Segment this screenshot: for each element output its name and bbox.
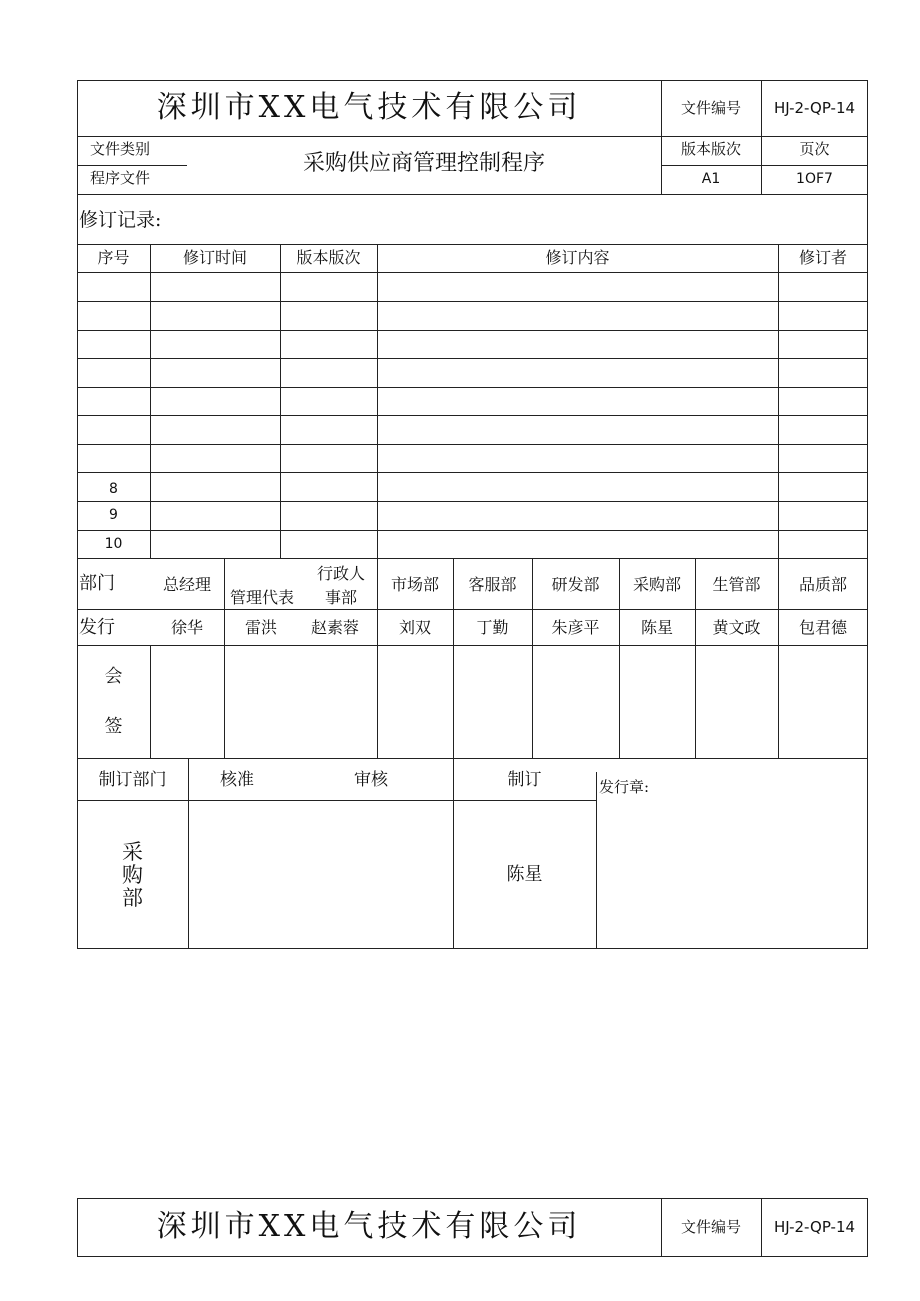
approval-col-line xyxy=(188,758,189,949)
table-col-line xyxy=(280,244,281,558)
approve-label: 核准 xyxy=(220,770,254,790)
doc-no-label: 文件编号 xyxy=(680,99,741,117)
version-value: A1 xyxy=(701,171,721,187)
review-label: 审核 xyxy=(354,770,388,790)
countersign-label-2: 签 xyxy=(104,716,123,737)
footer-doc-no: HJ-2-QP-14 xyxy=(773,1218,856,1236)
drafting-dept-label: 制订部门 xyxy=(98,770,167,790)
dept-service: 客服部 xyxy=(468,575,517,594)
person-mgmt-rep: 雷洪 xyxy=(245,618,278,637)
dist-col-line xyxy=(150,645,151,758)
dept-rnd: 研发部 xyxy=(551,575,600,594)
dept-mgmt-rep: 管理代表 xyxy=(230,588,295,607)
doc-title: 采购供应商管理控制程序 xyxy=(302,151,545,176)
header-divider xyxy=(77,136,868,137)
dept-admin-hr-1: 行政人 xyxy=(317,564,366,583)
dept-market: 市场部 xyxy=(390,575,439,594)
table-line xyxy=(77,472,868,473)
page-label: 页次 xyxy=(799,140,830,158)
seal-label: 发行章: xyxy=(599,778,650,796)
dist-line xyxy=(77,645,868,646)
company-name: 深圳市XX电气技术有限公司 xyxy=(156,90,582,125)
table-line xyxy=(77,244,868,245)
footer-company-name: 深圳市XX电气技术有限公司 xyxy=(156,1209,582,1244)
drafting-dept-char: 部 xyxy=(122,886,143,910)
table-line xyxy=(77,387,868,388)
col-header-version: 版本版次 xyxy=(296,248,361,267)
dept-production: 生管部 xyxy=(712,575,761,594)
table-line xyxy=(77,444,868,445)
person-rnd: 朱彦平 xyxy=(551,618,600,637)
drafting-dept-char: 购 xyxy=(122,863,143,887)
person-admin-hr: 赵素蓉 xyxy=(311,618,360,637)
dist-line xyxy=(77,609,868,610)
dept-gm: 总经理 xyxy=(162,575,211,594)
row-seq: 8 xyxy=(109,481,118,497)
category-underline xyxy=(77,165,187,166)
drafting-dept-char: 采 xyxy=(122,840,143,864)
draft-label: 制订 xyxy=(507,770,542,790)
person-purchase: 陈星 xyxy=(640,618,673,637)
approval-col-line xyxy=(596,772,597,949)
person-production: 黄文政 xyxy=(712,618,761,637)
revision-title: 修订记录: xyxy=(79,209,162,231)
row-seq: 10 xyxy=(104,536,123,552)
dept-admin-hr-2: 事部 xyxy=(325,588,358,607)
footer-doc-no-label: 文件编号 xyxy=(680,1218,741,1236)
col-header-date: 修订时间 xyxy=(182,248,247,267)
page-value: 1OF7 xyxy=(796,171,833,187)
dept-quality: 品质部 xyxy=(798,575,847,594)
doc-category-label: 文件类别 xyxy=(90,140,151,158)
body-frame xyxy=(77,194,868,949)
table-col-line xyxy=(778,244,779,558)
doc-category: 程序文件 xyxy=(90,169,151,187)
col-header-reviser: 修订者 xyxy=(798,248,847,267)
person-market: 刘双 xyxy=(398,618,431,637)
table-line xyxy=(77,358,868,359)
issue-label: 发行 xyxy=(79,617,115,638)
table-line xyxy=(77,501,868,502)
person-gm: 徐华 xyxy=(170,618,203,637)
col-header-seq: 序号 xyxy=(97,248,130,267)
table-col-line xyxy=(377,244,378,558)
person-quality: 包君德 xyxy=(798,618,847,637)
table-line xyxy=(77,301,868,302)
dept-label: 部门 xyxy=(79,573,115,594)
table-line xyxy=(77,272,868,273)
dist-line xyxy=(77,758,868,759)
table-col-line xyxy=(150,244,151,558)
row-seq: 9 xyxy=(109,507,118,523)
countersign-label-1: 会 xyxy=(104,666,123,687)
approval-line xyxy=(77,800,596,801)
col-header-content: 修订内容 xyxy=(545,248,610,267)
table-line xyxy=(77,530,868,531)
drafter-name: 陈星 xyxy=(506,864,543,885)
table-line xyxy=(77,415,868,416)
doc-no: HJ-2-QP-14 xyxy=(773,99,856,117)
version-label: 版本版次 xyxy=(680,140,741,158)
header-divider xyxy=(661,165,868,166)
person-service: 丁勤 xyxy=(476,618,509,637)
table-line xyxy=(77,558,868,559)
dist-col-line xyxy=(224,558,225,758)
dept-purchase: 采购部 xyxy=(632,575,681,594)
table-line xyxy=(77,330,868,331)
